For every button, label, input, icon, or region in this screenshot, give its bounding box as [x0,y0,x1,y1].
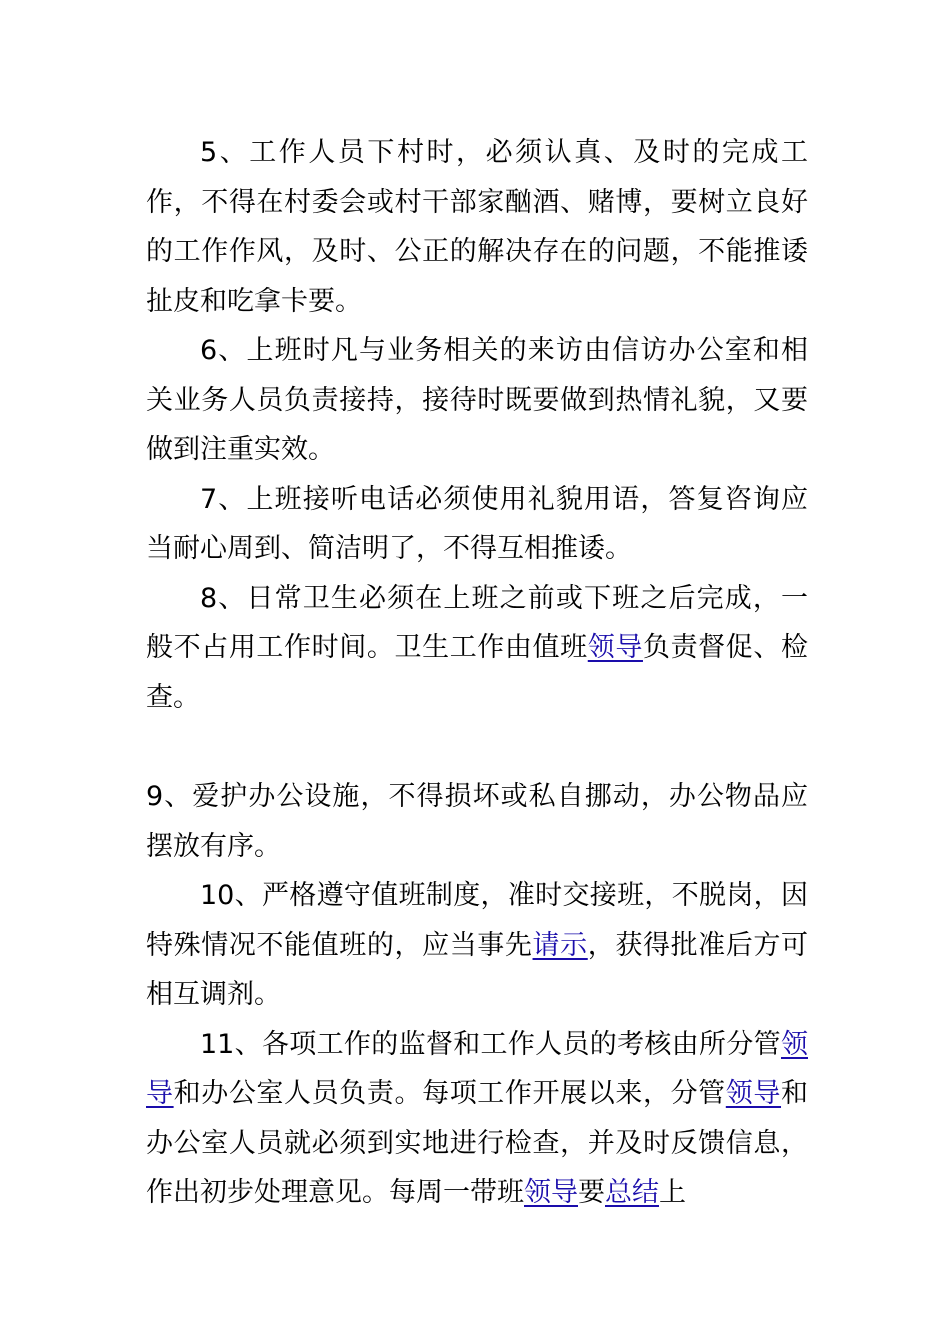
link-lingdao[interactable]: 领导 [587,632,643,663]
paragraph-text: 10、严格遵守值班制度，准时交接班，不脱岗，因特殊情况不能值班的，应当事先 [146,880,808,961]
paragraph-text: 6、上班时凡与业务相关的来访由信访办公室和相关业务人员负责接持，接待时既要做到热情礼貌，又要做到注重实效。 [146,335,808,465]
paragraph-text: 11、各项工作的监督和工作人员的考核由所分管 [200,1028,781,1060]
paragraph-9 [146,772,808,871]
paragraph-8 [146,574,808,723]
paragraph-5 [146,128,808,326]
paragraph-text: 负责督促、检查。 [146,632,809,713]
paragraph-text: 7、上班接听电话必须使用礼貌用语，答复咨询应当耐心周到、简洁明了，不得互相推诿。 [146,483,808,564]
paragraph-7 [146,475,808,574]
paragraph-text: 要 [578,1177,605,1208]
paragraph-text: 和办公室人员负责。每项工作开展以来，分管 [173,1078,726,1109]
paragraph-text: 和办公室人员就必须到实地进行检查，并及时反馈信息，作出初步处理意见。每周一带班 [146,1078,809,1208]
paragraph-text: 8、日常卫生必须在上班之前或下班之后完成，一般不占用工作时间。卫生工作由值班 [146,582,808,663]
link-lingdao[interactable]: 领导 [725,1078,782,1109]
paragraph-text: 9、爱护办公设施，不得损坏或私自挪动，办公物品应摆放有序。 [146,781,808,862]
paragraph-6 [146,326,808,475]
paragraph-11 [146,1020,808,1218]
paragraph-text: 上 [659,1177,686,1208]
link-lingdao[interactable]: 领导 [524,1177,578,1208]
paragraph-10 [146,871,808,1020]
link-lingdao[interactable]: 领导 [146,1028,808,1109]
paragraph-text: 5、工作人员下村时，必须认真、及时的完成工作，不得在村委会或村干部家酗酒、赌博，要树立良好的工作作风，及时、公正的解决存在的问题，不能推诿扯皮和吃拿卡要。 [146,137,808,317]
link-zongjie[interactable]: 总结 [605,1177,659,1208]
link-qingshi[interactable]: 请示 [532,929,588,961]
paragraph-gap [146,722,808,772]
document-page [146,128,808,1218]
paragraph-text: ，获得批准后方可相互调剂。 [146,929,809,1010]
